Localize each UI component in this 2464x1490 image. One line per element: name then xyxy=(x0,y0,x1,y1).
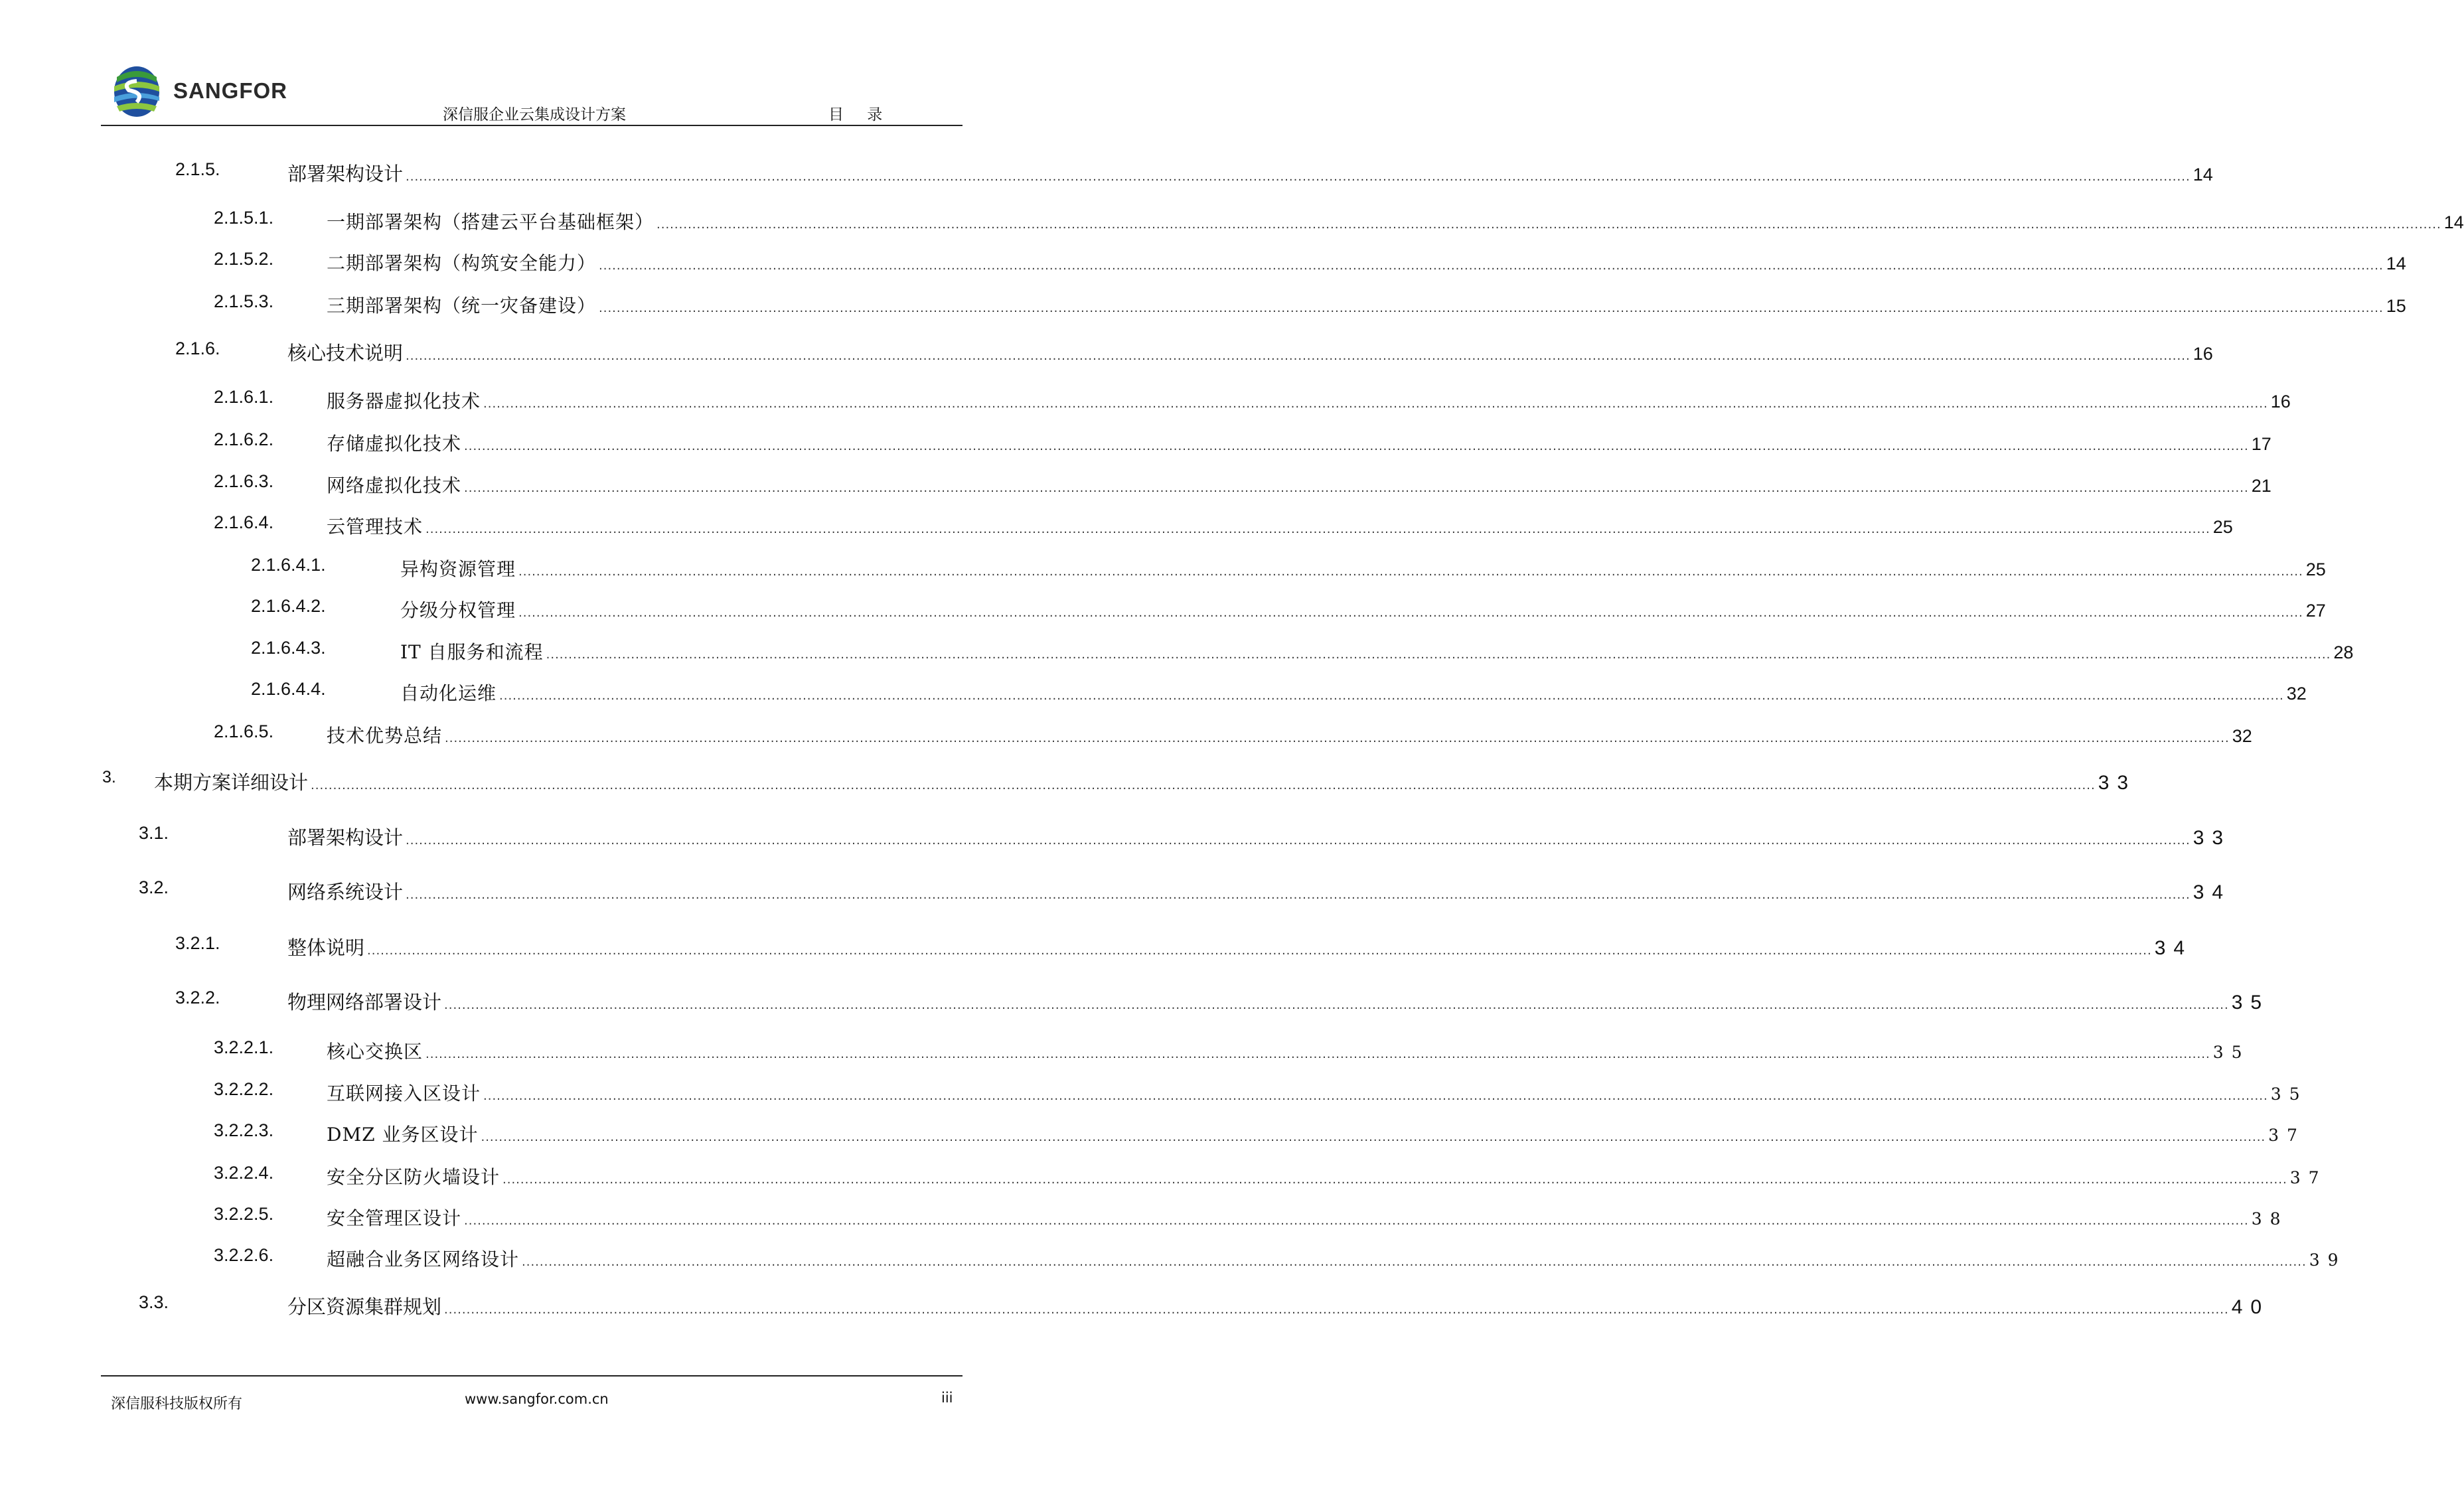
dot-leader: ................................................................................................................................................................................................................................................................................................................................................................................................................ xyxy=(464,481,2249,495)
toc-entry-page: 27 xyxy=(2305,601,2326,621)
dot-leader: ................................................................................................................................................................................................................................................................................................................................................................................................................ xyxy=(481,1130,2266,1144)
toc-entry-number: 3.1. xyxy=(139,823,169,843)
toc-entry-page: 34 xyxy=(2193,881,2232,903)
toc-entry[interactable] xyxy=(0,1204,2289,1230)
toc-entry-page: 14 xyxy=(2193,165,2213,185)
toc-entry[interactable] xyxy=(0,1163,2327,1189)
toc-entry-page: 17 xyxy=(2251,434,2272,454)
toc-entry-page: 35 xyxy=(2231,992,2270,1013)
dot-leader: ................................................................................................................................................................................................................................................................................................................................................................................................................ xyxy=(406,834,2191,848)
toc-entry-page: 35 xyxy=(2270,1084,2308,1104)
sangfor-logo-icon xyxy=(110,65,163,118)
toc-entry-title[interactable]: 安全管理区设计 xyxy=(327,1207,462,1229)
toc-entry-number: 3.2.2.6. xyxy=(214,1245,274,1265)
toc-entry-title[interactable]: 服务器虚拟化技术 xyxy=(327,390,481,412)
footer-divider xyxy=(101,1375,963,1377)
toc-entry-number: 2.1.5. xyxy=(175,159,220,179)
toc-entry-page: 37 xyxy=(2268,1126,2305,1145)
toc-entry-title[interactable]: 自动化运维 xyxy=(400,682,497,704)
dot-leader: ................................................................................................................................................................................................................................................................................................................................................................................................................ xyxy=(425,1047,2210,1061)
toc-entry-page: 33 xyxy=(2193,827,2232,849)
toc-entry[interactable] xyxy=(0,988,2270,1014)
dot-leader: ................................................................................................................................................................................................................................................................................................................................................................................................................ xyxy=(518,565,2303,579)
toc-entry-page: 28 xyxy=(2333,642,2354,662)
toc-entry-number: 2.1.5.1. xyxy=(214,208,274,228)
toc-entry-page: 21 xyxy=(2251,476,2272,496)
toc-entry-number: 3.2.2.5. xyxy=(214,1204,274,1224)
toc-entry-number: 2.1.5.2. xyxy=(214,249,274,269)
dot-leader: ................................................................................................................................................................................................................................................................................................................................................................................................................ xyxy=(311,779,2096,792)
toc-entry[interactable] xyxy=(0,823,2232,850)
toc-entry-title[interactable]: 一期部署架构（搭建云平台基础框架） xyxy=(327,211,654,233)
toc-entry-title[interactable]: 超融合业务区网络设计 xyxy=(327,1248,520,1270)
toc-entry-title[interactable]: 核心技术说明 xyxy=(287,342,404,364)
toc-entry-page: 32 xyxy=(2286,684,2307,704)
toc-entry[interactable] xyxy=(0,512,2233,539)
toc-entry-number: 2.1.5.3. xyxy=(214,291,274,311)
toc-entry-title[interactable]: IT 自服务和流程 xyxy=(400,641,544,663)
toc-entry-page: 37 xyxy=(2289,1168,2327,1187)
toc-entry[interactable] xyxy=(0,159,2213,186)
toc-entry-number: 2.1.6.4.4. xyxy=(251,679,326,699)
dot-leader: ................................................................................................................................................................................................................................................................................................................................................................................................................ xyxy=(546,648,2331,662)
toc-entry-number: 3.2.2. xyxy=(175,988,220,1007)
toc-entry-number: 2.1.6. xyxy=(175,338,220,358)
toc-entry[interactable] xyxy=(0,768,2137,794)
toc-entry[interactable] xyxy=(0,1120,2305,1147)
toc-entry-number: 3.2. xyxy=(139,877,169,897)
toc-entry[interactable] xyxy=(0,1037,2250,1064)
toc-entry-number: 2.1.6.4.1. xyxy=(251,555,326,575)
toc-entry-title[interactable]: 物理网络部署设计 xyxy=(287,991,442,1013)
toc-entry-page: 16 xyxy=(2193,344,2213,364)
toc-entry-title[interactable]: 分级分权管理 xyxy=(400,599,516,621)
toc-entry-number: 3.2.1. xyxy=(175,933,220,953)
toc-entry[interactable] xyxy=(0,387,2291,413)
toc-entry-number: 2.1.6.5. xyxy=(214,721,274,741)
toc-entry-title[interactable]: 部署架构设计 xyxy=(287,826,404,849)
toc-entry-title[interactable]: 部署架构设计 xyxy=(287,163,404,185)
toc-entry-title[interactable]: 技术优势总结 xyxy=(327,725,443,747)
footer-copyright: 深信服科技版权所有 xyxy=(111,1396,243,1412)
dot-leader: ................................................................................................................................................................................................................................................................................................................................................................................................................ xyxy=(499,689,2284,703)
toc-entry-number: 3.2.2.1. xyxy=(214,1037,274,1057)
dot-leader: ................................................................................................................................................................................................................................................................................................................................................................................................................ xyxy=(444,998,2229,1012)
footer-url: www.sangfor.com.cn xyxy=(465,1391,609,1407)
toc-entry[interactable] xyxy=(0,1079,2308,1106)
toc-entry-page: 14 xyxy=(2386,254,2406,273)
toc-entry[interactable] xyxy=(0,877,2232,904)
dot-leader: ................................................................................................................................................................................................................................................................................................................................................................................................................ xyxy=(483,397,2268,411)
toc-entry-number: 2.1.6.1. xyxy=(214,387,274,407)
toc-entry-page: 25 xyxy=(2212,517,2233,537)
header-divider xyxy=(101,125,963,126)
footer-page-number: iii xyxy=(941,1390,953,1406)
dot-leader: ................................................................................................................................................................................................................................................................................................................................................................................................................ xyxy=(445,731,2230,745)
toc-entry[interactable] xyxy=(0,1245,2347,1272)
toc-entry-number: 2.1.6.4.3. xyxy=(251,638,326,658)
toc-entry-title[interactable]: 整体说明 xyxy=(287,936,365,959)
toc-entry-number: 2.1.6.2. xyxy=(214,429,274,449)
toc-entry[interactable] xyxy=(0,721,2252,748)
dot-leader: ................................................................................................................................................................................................................................................................................................................................................................................................................ xyxy=(367,944,2152,958)
toc-entry-page: 14 xyxy=(2443,212,2464,232)
toc-entry-number: 2.1.6.4. xyxy=(214,512,274,532)
dot-leader: ................................................................................................................................................................................................................................................................................................................................................................................................................ xyxy=(406,170,2191,184)
toc-entry[interactable] xyxy=(0,596,2326,623)
toc-entry-page: 32 xyxy=(2232,726,2252,746)
toc-entry[interactable] xyxy=(0,638,2354,664)
toc-entry-number: 3.3. xyxy=(139,1292,169,1312)
toc-entry-title[interactable]: 云管理技术 xyxy=(327,516,424,538)
toc-entry-title[interactable]: 存储虚拟化技术 xyxy=(327,433,462,455)
toc-entry-title[interactable]: 本期方案详细设计 xyxy=(154,771,309,794)
toc-entry-page: 35 xyxy=(2212,1043,2250,1062)
toc-entry-number: 3. xyxy=(102,768,116,786)
toc-entry[interactable] xyxy=(0,291,2406,318)
dot-leader: ................................................................................................................................................................................................................................................................................................................................................................................................................ xyxy=(483,1089,2268,1103)
toc-entry-title[interactable]: 网络系统设计 xyxy=(287,881,404,903)
toc-entry[interactable] xyxy=(0,429,2272,456)
toc-entry-number: 3.2.2.3. xyxy=(214,1120,274,1140)
document-title: 深信服企业云集成设计方案 xyxy=(443,106,626,123)
toc-entry-title[interactable]: 网络虚拟化技术 xyxy=(327,475,462,496)
toc-entry-title[interactable]: 安全分区防火墙设计 xyxy=(327,1166,501,1188)
toc-entry-page: 40 xyxy=(2231,1296,2270,1318)
toc-entry[interactable] xyxy=(0,555,2326,581)
toc-entry-number: 2.1.6.4.2. xyxy=(251,596,326,616)
toc-entry-page: 34 xyxy=(2154,937,2193,959)
toc-entry-page: 16 xyxy=(2270,392,2291,411)
toc-entry[interactable] xyxy=(0,933,2193,960)
dot-leader: ................................................................................................................................................................................................................................................................................................................................................................................................................ xyxy=(599,259,2384,273)
toc-entry-title[interactable]: 三期部署架构（统一灾备建设） xyxy=(327,295,597,317)
toc-entry[interactable] xyxy=(0,338,2213,365)
toc-entry[interactable] xyxy=(0,679,2307,706)
toc-entry[interactable] xyxy=(0,471,2272,498)
brand-name: SANGFOR xyxy=(173,78,287,103)
dot-leader: ................................................................................................................................................................................................................................................................................................................................................................................................................ xyxy=(599,301,2384,315)
dot-leader: ................................................................................................................................................................................................................................................................................................................................................................................................................ xyxy=(522,1255,2307,1269)
toc-entry-title[interactable]: 二期部署架构（构筑安全能力） xyxy=(327,252,597,274)
toc-entry[interactable] xyxy=(0,208,2464,234)
toc-entry-title[interactable]: 互联网接入区设计 xyxy=(327,1082,481,1104)
toc-entry-title[interactable]: 异构资源管理 xyxy=(400,558,516,580)
dot-leader: ................................................................................................................................................................................................................................................................................................................................................................................................................ xyxy=(518,606,2303,620)
dot-leader: ................................................................................................................................................................................................................................................................................................................................................................................................................ xyxy=(464,439,2249,453)
toc-entry-number: 3.2.2.2. xyxy=(214,1079,274,1099)
toc-entry-number: 2.1.6.3. xyxy=(214,471,274,491)
section-label: 目 录 xyxy=(828,106,892,123)
toc-entry-page: 15 xyxy=(2386,296,2406,316)
dot-leader: ................................................................................................................................................................................................................................................................................................................................................................................................................ xyxy=(502,1173,2287,1187)
toc-entry-title[interactable]: 核心交换区 xyxy=(327,1041,424,1063)
toc-entry-page: 39 xyxy=(2309,1250,2347,1270)
toc-entry-page: 33 xyxy=(2098,772,2137,794)
dot-leader: ................................................................................................................................................................................................................................................................................................................................................................................................................ xyxy=(444,1303,2229,1317)
dot-leader: ................................................................................................................................................................................................................................................................................................................................................................................................................ xyxy=(425,522,2210,536)
toc-entry-title[interactable]: 分区资源集群规划 xyxy=(287,1296,442,1318)
toc-entry-title[interactable]: DMZ 业务区设计 xyxy=(327,1124,479,1146)
toc-entry[interactable] xyxy=(0,249,2406,275)
toc-entry-page: 38 xyxy=(2251,1209,2289,1229)
toc-entry-number: 3.2.2.4. xyxy=(214,1163,274,1183)
dot-leader: ................................................................................................................................................................................................................................................................................................................................................................................................................ xyxy=(406,349,2191,363)
dot-leader: ................................................................................................................................................................................................................................................................................................................................................................................................................ xyxy=(406,888,2191,902)
toc-entry-page: 25 xyxy=(2305,559,2326,579)
toc-entry[interactable] xyxy=(0,1292,2270,1319)
dot-leader: ................................................................................................................................................................................................................................................................................................................................................................................................................ xyxy=(656,218,2441,232)
dot-leader: ................................................................................................................................................................................................................................................................................................................................................................................................................ xyxy=(464,1214,2249,1228)
